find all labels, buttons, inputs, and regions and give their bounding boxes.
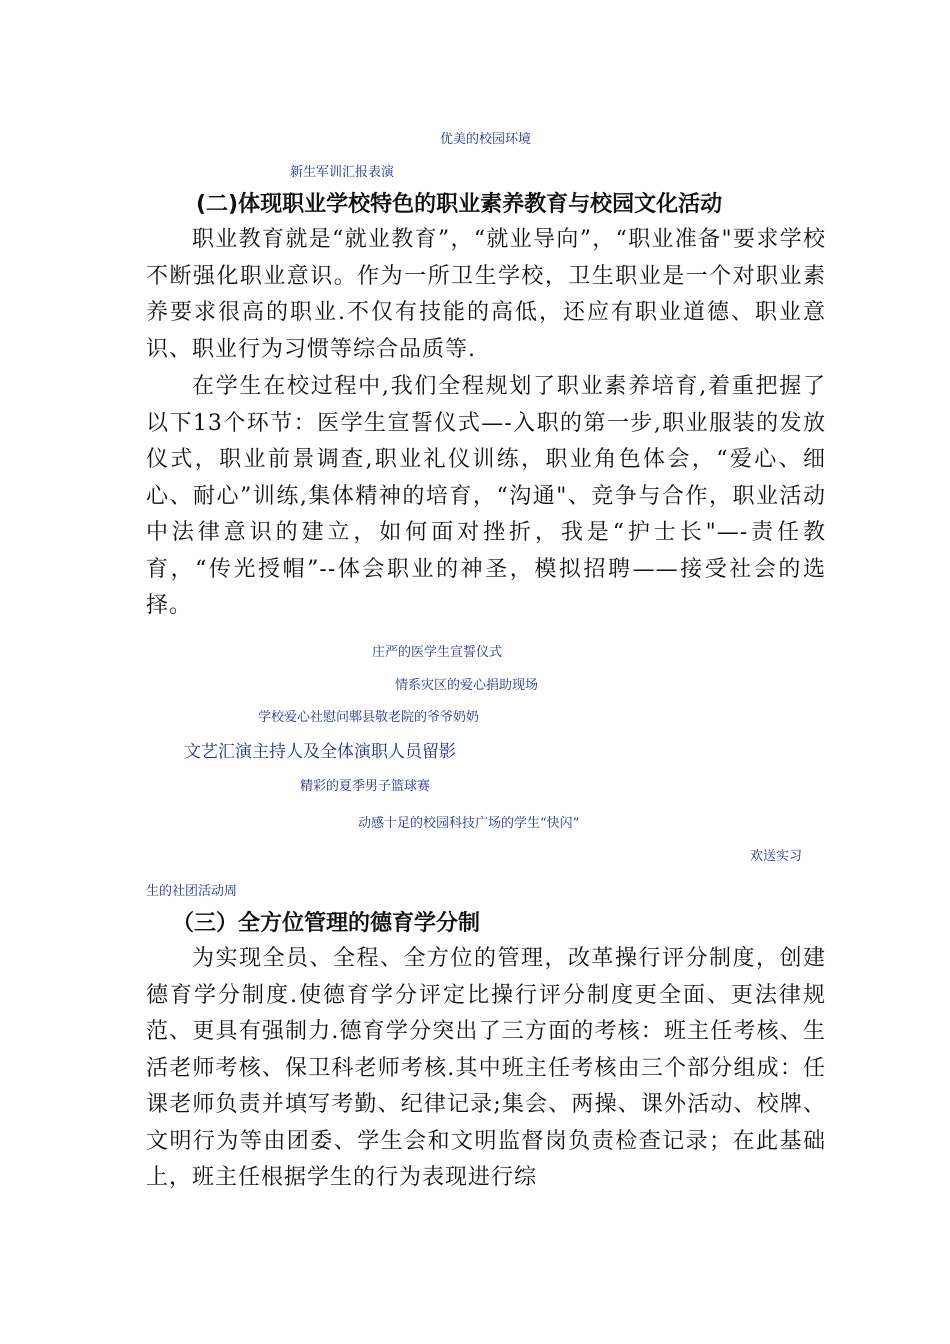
caption-campus-environment: 优美的校园环境 xyxy=(440,132,532,147)
caption-donation: 情系灾区的爱心捐助现场 xyxy=(395,678,539,693)
paragraph-professional-literacy: 在学生在校过程中,我们全程规划了职业素养培育,着重把握了以下13个环节：医学生宣誓仪式—-入职的第一步,职业服装的发放仪式，职业前景调查,职业礼仪训练，职业角色体会，“爱心、细心、耐心”训练,集体精神的培育，“沟通"、竞争与合作，职业活动中法律意识的建立，如何面对挫折，我是“护士长"—-责任教育，“传光授帽”--体会职业的神圣，模拟招聘——接受社会的选择。 xyxy=(146,374,826,618)
caption-club-week: 生的社团活动周 xyxy=(146,884,238,899)
caption-basketball: 精彩的夏季男子篮球赛 xyxy=(300,779,431,794)
paragraph-moral-credit-system: 为实现全员、全程、全方位的管理，改革操行评分制度，创建德育学分制度.使德育学分评定比操行评分制度更全面、更法律规范、更具有强制力.德育学分突出了三方面的考核：班主任考核、生活老师考核、保卫科老师考核.其中班主任考核由三个部分组成：任课老师负责并填写考勤、纪律记录;集会、两操、课外活动、校牌、文明行为等由团委、学生会和文明监督岗负责检查记录；在此基础上，班主任根据学生的行为表现进行综 xyxy=(146,946,826,1190)
caption-flash-mob: 动感十足的校园科技广场的学生“快闪” xyxy=(358,816,580,831)
caption-nursing-home-visit: 学校爱心社慰问郫县敬老院的爷爷奶奶 xyxy=(258,710,480,725)
section-heading-2: (二)体现职业学校特色的职业素养教育与校园文化活动 xyxy=(196,192,723,217)
caption-military-training: 新生军训汇报表演 xyxy=(290,165,395,180)
section-heading-3: （三）全方位管理的德育学分制 xyxy=(172,911,481,936)
caption-farewell-interns: 欢送实习 xyxy=(750,849,803,864)
caption-oath-ceremony: 庄严的医学生宣誓仪式 xyxy=(372,645,503,660)
paragraph-vocational-education: 职业教育就是“就业教育”，“就业导向”，“职业准备"要求学校不断强化职业意识。作为一所卫生学校，卫生职业是一个对职业素养要求很高的职业.不仅有技能的高低，还应有职业道德、职业意识、职业行为习惯等综合品质等. xyxy=(146,227,826,362)
caption-performance-group-photo: 文艺汇演主持人及全体演职人员留影 xyxy=(184,742,456,762)
